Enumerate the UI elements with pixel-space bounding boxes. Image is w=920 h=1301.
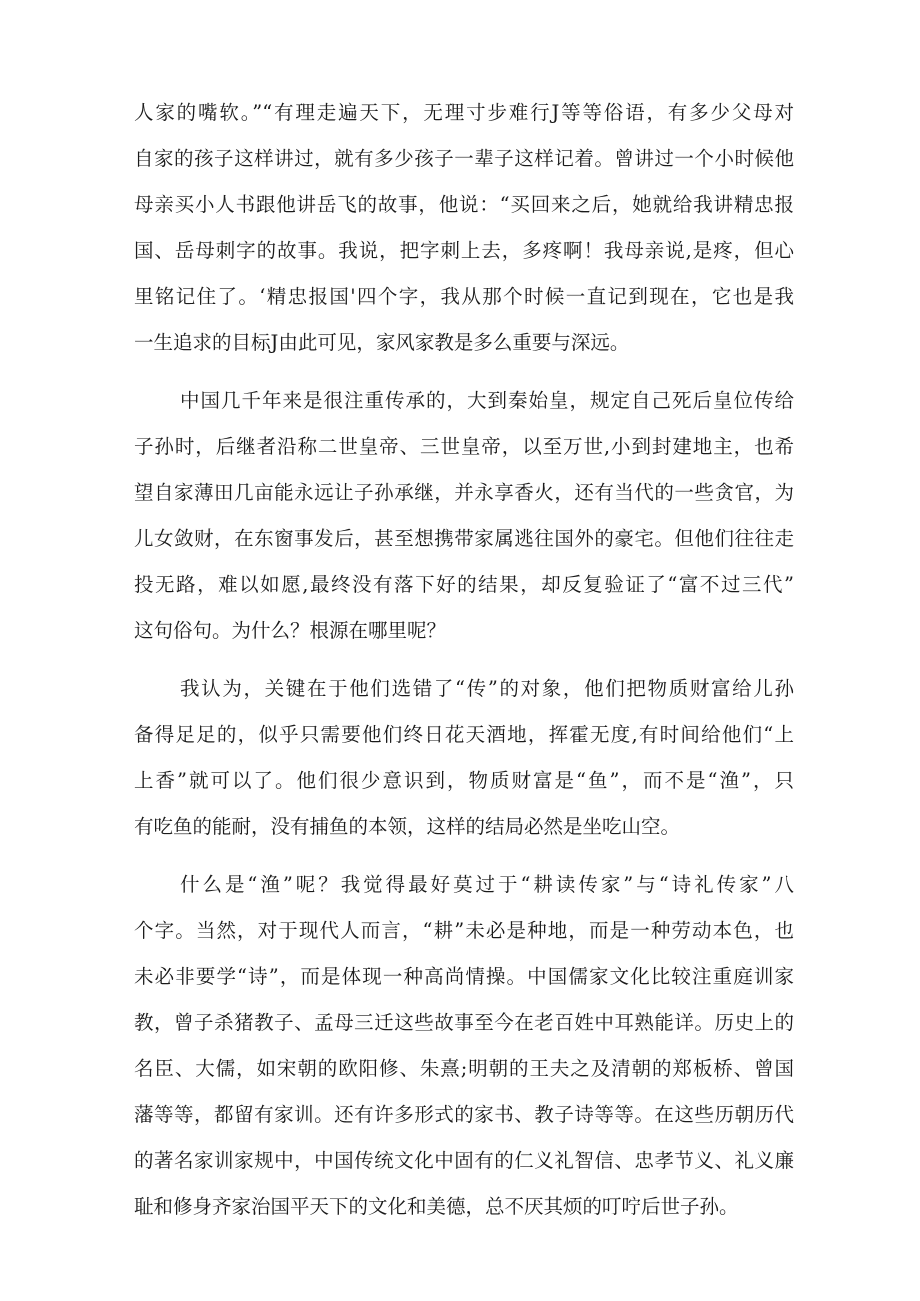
text-line: 未必非要学“诗”，而是体现一种高尚情操。中国儒家文化比较注重庭训家 [134,965,794,988]
text-line: 里铭记住了。‘精忠报国'四个字，我从那个时候一直记到现在，它也是我 [134,285,794,308]
paragraph-spacer [134,654,794,666]
text-line: 名臣、大儒，如宋朝的欧阳修、朱熹;明朝的王夫之及清朝的郑板桥、曾国 [134,1057,794,1080]
text-line: 上香”就可以了。他们很少意识到，物质财富是“鱼”，而不是“渔”，只 [134,769,794,792]
paragraph-4 [134,862,794,1230]
paragraph-spacer [134,850,794,862]
text-line: 个字。当然，对于现代人而言，“耕”未必是种地，而是一种劳动本色，也 [134,919,794,942]
text-line: 有吃鱼的能耐，没有捕鱼的本领，这样的结局必然是坐吃山空。 [134,815,681,838]
text-line: 子孙时，后继者沿称二世皇帝、三世皇帝，以至万世,小到封建地主，也希 [134,435,794,458]
text-line: 望自家薄田几亩能永远让子孙承继，并永享香火，还有当代的一些贪官，为 [134,481,794,504]
text-line: 母亲买小人书跟他讲岳飞的故事，他说：“买回来之后，她就给我讲精忠报 [134,193,794,216]
text-line: 国、岳母刺字的故事。我说，把字刺上去，多疼啊！我母亲说,是疼，但心 [134,239,794,262]
text-line: 自家的孩子这样讲过，就有多少孩子一辈子这样记着。曾讲过一个小时候他 [134,147,794,170]
text-line: 人家的嘴软。”“有理走遍天下，无理寸步难行J等等俗语，有多少父母对 [134,101,794,124]
text-line: 教，曾子杀猪教子、孟母三迁这些故事至今在老百姓中耳熟能详。历史上的 [134,1011,794,1034]
text-line: 一生追求的目标J由此可见，家风家教是多么重要与深远。 [134,331,630,354]
text-line: 中国几千年来是很注重传承的，大到秦始皇，规定自己死后皇位传给 [180,389,794,412]
text-line: 儿女敛财，在东窗事发后，甚至想携带家属逃往国外的豪宅。但他们往往走 [134,527,794,550]
text-line: 我认为，关键在于他们选错了“传”的对象，他们把物质财富给儿孙 [180,677,794,700]
text-line: 这句俗句。为什么？根源在哪里呢？ [134,619,447,642]
text-line: 备得足足的，似乎只需要他们终日花天酒地，挥霍无度,有时间给他们“上 [134,723,794,746]
text-line: 什么是“渔”呢？我觉得最好莫过于“耕读传家”与“诗礼传家”八 [180,873,794,896]
text-line: 投无路，难以如愿,最终没有落下好的结果，却反复验证了“富不过三代” [134,573,794,596]
text-line: 的著名家训家规中，中国传统文化中固有的仁义礼智信、忠孝节义、礼义廉 [134,1149,794,1172]
paragraph-1 [134,90,794,366]
paragraph-2 [134,378,794,654]
text-line: 耻和修身齐家治国平天下的文化和美德，总不厌其烦的叮咛后世子孙。 [134,1195,739,1218]
paragraph-spacer [134,366,794,378]
text-line: 藩等等，都留有家训。还有许多形式的家书、教子诗等等。在这些历朝历代 [134,1103,794,1126]
paragraph-3 [134,666,794,850]
body-text [134,90,794,1230]
